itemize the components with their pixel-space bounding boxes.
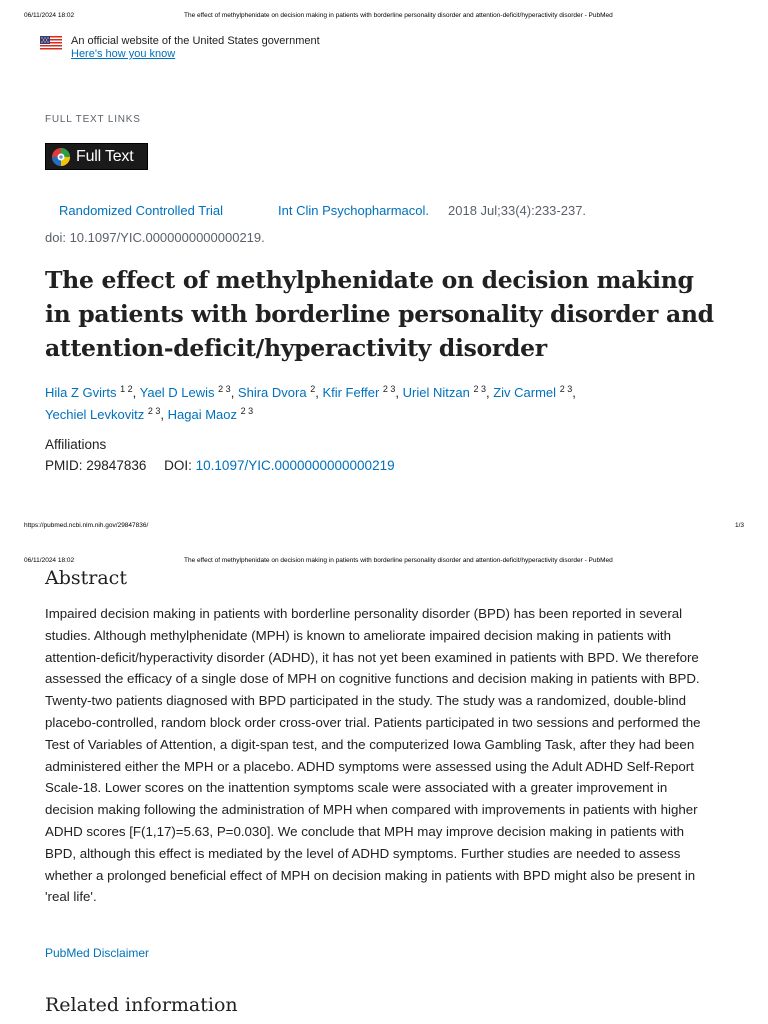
author-affil[interactable]: 2 3 xyxy=(147,406,161,416)
doi-label: DOI: xyxy=(164,458,192,473)
author-link[interactable]: Hila Z Gvirts xyxy=(45,385,117,400)
us-flag-icon xyxy=(40,36,62,51)
author-affil[interactable]: 2 xyxy=(310,384,316,394)
author-item xyxy=(403,385,486,400)
pmid-value: 29847836 xyxy=(86,458,147,473)
author-link[interactable]: Uriel Nitzan xyxy=(402,385,470,400)
author-item xyxy=(45,385,133,400)
affiliations-toggle[interactable]: Affiliations xyxy=(45,437,107,452)
citation-date: 2018 Jul;33(4):233-237. xyxy=(448,203,587,218)
full-text-logo-icon xyxy=(51,147,71,167)
identifiers xyxy=(45,458,395,473)
print-date: 06/11/2024 18:02 xyxy=(24,557,75,564)
author-affil[interactable]: 2 3 xyxy=(473,384,486,394)
author-link[interactable]: Yael D Lewis xyxy=(139,385,215,400)
doi-link[interactable]: 10.1097/YIC.0000000000000219 xyxy=(195,458,395,473)
author-affil[interactable]: 2 3 xyxy=(218,384,231,394)
print-url: https://pubmed.ncbi.nlm.nih.gov/29847836/ xyxy=(24,522,149,529)
article-title: The effect of methylphenidate on decision making in patients with borderline personality disorder and attention-deficit/hyperactivity disorder xyxy=(45,266,714,362)
publication-type-link[interactable]: Randomized Controlled Trial xyxy=(59,203,224,218)
author-item xyxy=(493,385,572,400)
full-text-label: Full Text xyxy=(76,147,134,165)
full-text-button[interactable] xyxy=(45,143,148,170)
journal-link[interactable]: Int Clin Psychopharmacol. xyxy=(278,203,430,218)
print-page-number: 1/3 xyxy=(734,522,744,529)
related-information-heading: Related information xyxy=(45,994,238,1016)
pmid-label: PMID: xyxy=(45,458,83,473)
print-date: 06/11/2024 18:02 xyxy=(24,12,75,19)
author-affil[interactable]: 1 2 xyxy=(120,384,133,394)
author-item xyxy=(238,385,315,400)
author-item xyxy=(322,385,395,400)
abstract-heading: Abstract xyxy=(45,567,127,589)
print-title: The effect of methylphenidate on decision making in patients with borderline personality disorder and attention-deficit/hyperactivity disorder - PubMed xyxy=(184,12,613,19)
author-item xyxy=(168,407,254,422)
author-link[interactable]: Hagai Maoz xyxy=(167,407,237,422)
author-link[interactable]: Ziv Carmel xyxy=(493,385,557,400)
pubmed-disclaimer-link[interactable]: PubMed Disclaimer xyxy=(45,946,150,960)
author-link[interactable]: Shira Dvora xyxy=(237,385,307,400)
abstract-text: Impaired decision making in patients with borderline personality disorder (BPD) has been reported in several studies. Although methylphenidate (MPH) is known to ameliorate impaired decision making in patients with attention-deficit/hyperactivity disorder (ADHD), it has not yet been examined in patients with BPD. We therefore assessed the efficacy of a single dose of MPH on cognitive functions and decision making in patients with BPD. Twenty-two patients diagnosed with BPD participated in the study. The study was a randomized, double-blind placebo-controlled, random block order cross-over trial. Patients participated in two sessions and performed the Test of Variables of Attention, a digit-span test, and the computerized Iowa Gambling Task, after they had been administered either the MPH or a placebo. ADHD symptoms were assessed using the Adult ADHD Self-Report Scale-18. Lower scores on the inattention symptoms scale were associated with a greater improvement in decision making following the administration of MPH when compared with improvements in patients with higher ADHD scores [F(1,17)=5.63, P=0.030]. We conclude that MPH may improve decision making in patients with BPD, although this effect is mediated by the level of ADHD symptoms. Further studies are needed to assess whether a prolonged beneficial effect of MPH on decision making in patients with BPD might also be present in 'real life'. xyxy=(45,606,701,905)
author-affil[interactable]: 2 3 xyxy=(559,384,573,394)
citation-doi: doi: 10.1097/YIC.0000000000000219. xyxy=(45,230,265,245)
print-title: The effect of methylphenidate on decision making in patients with borderline personality disorder and attention-deficit/hyperactivity disorder - PubMed xyxy=(184,557,613,564)
author-affil[interactable]: 2 3 xyxy=(240,406,254,416)
gov-banner-text: An official website of the United States government xyxy=(71,35,320,47)
author-item xyxy=(140,385,231,400)
author-link[interactable]: Yechiel Levkovitz xyxy=(45,407,145,422)
author-affil[interactable]: 2 3 xyxy=(382,384,396,394)
author-item xyxy=(45,407,160,422)
author-link[interactable]: Kfir Feffer xyxy=(322,385,380,400)
heres-how-you-know-link[interactable]: Here's how you know xyxy=(71,48,176,60)
author-list: Hila Z Gvirts $^{1 2}$, Yael D Lewis $^{2 3}$, Shira Dvora $^2$, Kfir Feffer $^{2 3}$, Uriel Nitzan $^{2 3}$, Ziv Carmel $^{2 3}$, Yechiel Levkovitz $^{2 3}$, Hagai Maoz $^{2 3}$ xyxy=(45,384,576,422)
full-text-links-heading: FULL TEXT LINKS xyxy=(45,114,141,125)
